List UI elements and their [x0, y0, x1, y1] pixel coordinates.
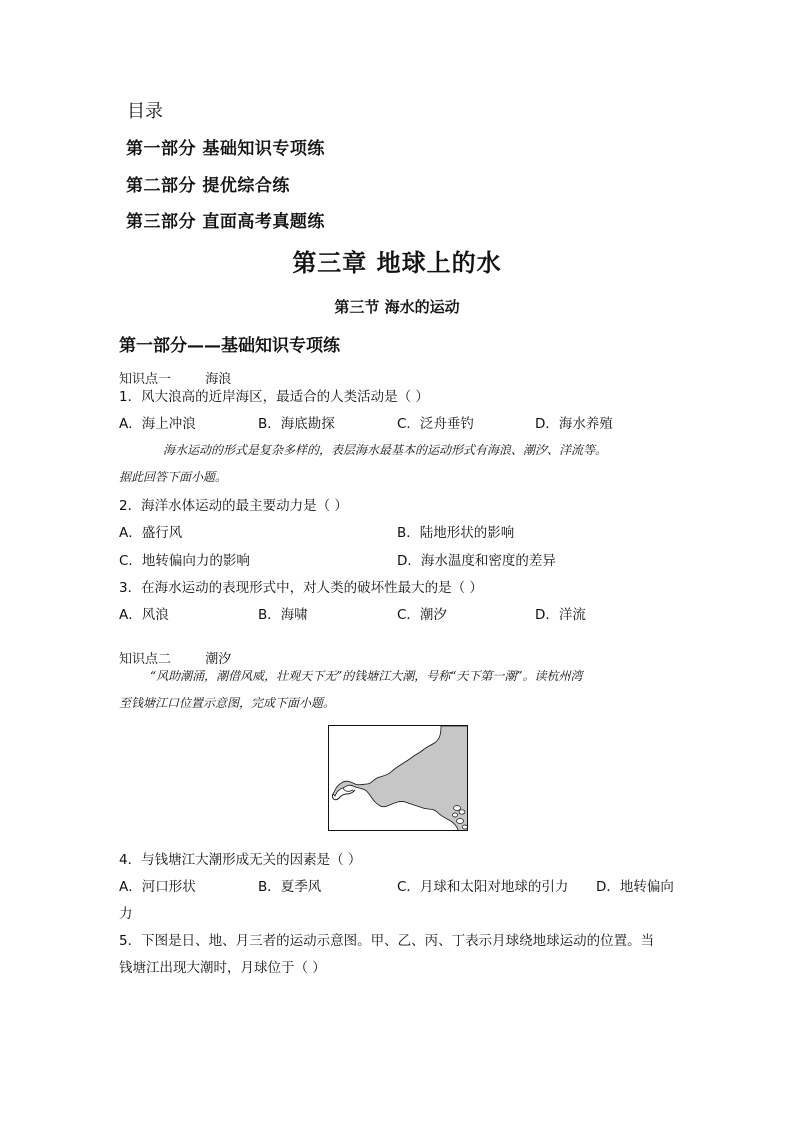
toc-item-part3[interactable]: 第三部分 直面高考真题练: [126, 212, 325, 232]
kp2-name: 潮汐: [205, 652, 232, 667]
estuary-map-drawing: [329, 726, 468, 831]
river-mouth-line: [343, 788, 353, 791]
section-title: 第三节 海水的运动: [334, 298, 460, 316]
question-5-line-2: 钱塘江出现大潮时，月球位于（ ）: [119, 960, 326, 976]
q4-option-b[interactable]: B．夏季风: [258, 879, 322, 895]
toc-heading: 目录: [127, 101, 163, 122]
q1-option-d[interactable]: D．海水养殖: [535, 416, 613, 432]
material-2-line-2: 至钱塘江口位置示意图，完成下面小题。: [119, 696, 336, 710]
q3-option-b[interactable]: B．海啸: [258, 607, 308, 623]
question-1-stem: 1．风大浪高的近岸海区，最适合的人类活动是（ ）: [119, 389, 429, 405]
material-2-line-1: “风助潮涌，潮借风威，壮观天下无”的钱塘江大潮，号称“天下第一潮”。读杭州湾: [150, 669, 583, 683]
material-1-line-2: 据此回答下面小题。: [119, 470, 228, 484]
island-5: [463, 825, 468, 829]
kp2-label: 知识点二: [119, 652, 172, 667]
question-5-line-1: 5．下图是日、地、月三者的运动示意图。甲、乙、丙、丁表示月球绕地球运动的位置。当: [119, 933, 655, 949]
material-1-line-1: 海水运动的形式是复杂多样的，表层海水最基本的运动形式有海浪、潮汐、洋流等。: [163, 443, 608, 457]
island-2: [459, 810, 465, 814]
toc-item-part1[interactable]: 第一部分 基础知识专项练: [126, 139, 325, 159]
knowledge-point-2: [119, 648, 231, 667]
q4-option-d-wrap: 力: [119, 906, 133, 922]
q2-option-a[interactable]: A．盛行风: [119, 525, 183, 541]
chapter-title: 第三章 地球上的水: [292, 249, 502, 277]
kp1-name: 海浪: [205, 372, 232, 387]
island-3: [453, 813, 458, 817]
q1-option-a[interactable]: A．海上冲浪: [119, 416, 196, 432]
q2-option-b[interactable]: B．陆地形状的影响: [397, 525, 515, 541]
sea-area: [333, 726, 468, 831]
island-4: [457, 819, 464, 824]
hangzhou-bay-map: [328, 725, 468, 831]
toc-item-part2[interactable]: 第二部分 提优综合练: [126, 176, 290, 196]
question-2-stem: 2．海洋水体运动的最主要动力是（ ）: [119, 498, 348, 514]
q3-option-a[interactable]: A．风浪: [119, 607, 169, 623]
q3-option-d[interactable]: D．洋流: [535, 607, 586, 623]
q3-option-c[interactable]: C．潮汐: [397, 607, 447, 623]
question-3-stem: 3．在海水运动的表现形式中，对人类的破坏性最大的是（ ）: [119, 580, 483, 596]
q2-option-d[interactable]: D．海水温度和密度的差异: [397, 553, 556, 569]
q4-option-c[interactable]: C．月球和太阳对地球的引力: [397, 879, 569, 895]
q4-option-d[interactable]: D．地转偏向: [596, 879, 674, 895]
q2-option-c[interactable]: C．地转偏向力的影响: [119, 553, 250, 569]
q1-option-c[interactable]: C．泛舟垂钓: [397, 416, 474, 432]
question-4-stem: 4．与钱塘江大潮形成无关的因素是（ ）: [119, 852, 362, 868]
island-1: [454, 806, 461, 811]
part-title: 第一部分——基础知识专项练: [119, 336, 340, 356]
q4-option-a[interactable]: A．河口形状: [119, 879, 196, 895]
q1-option-b[interactable]: B．海底勘探: [258, 416, 335, 432]
kp1-label: 知识点一: [119, 372, 172, 387]
